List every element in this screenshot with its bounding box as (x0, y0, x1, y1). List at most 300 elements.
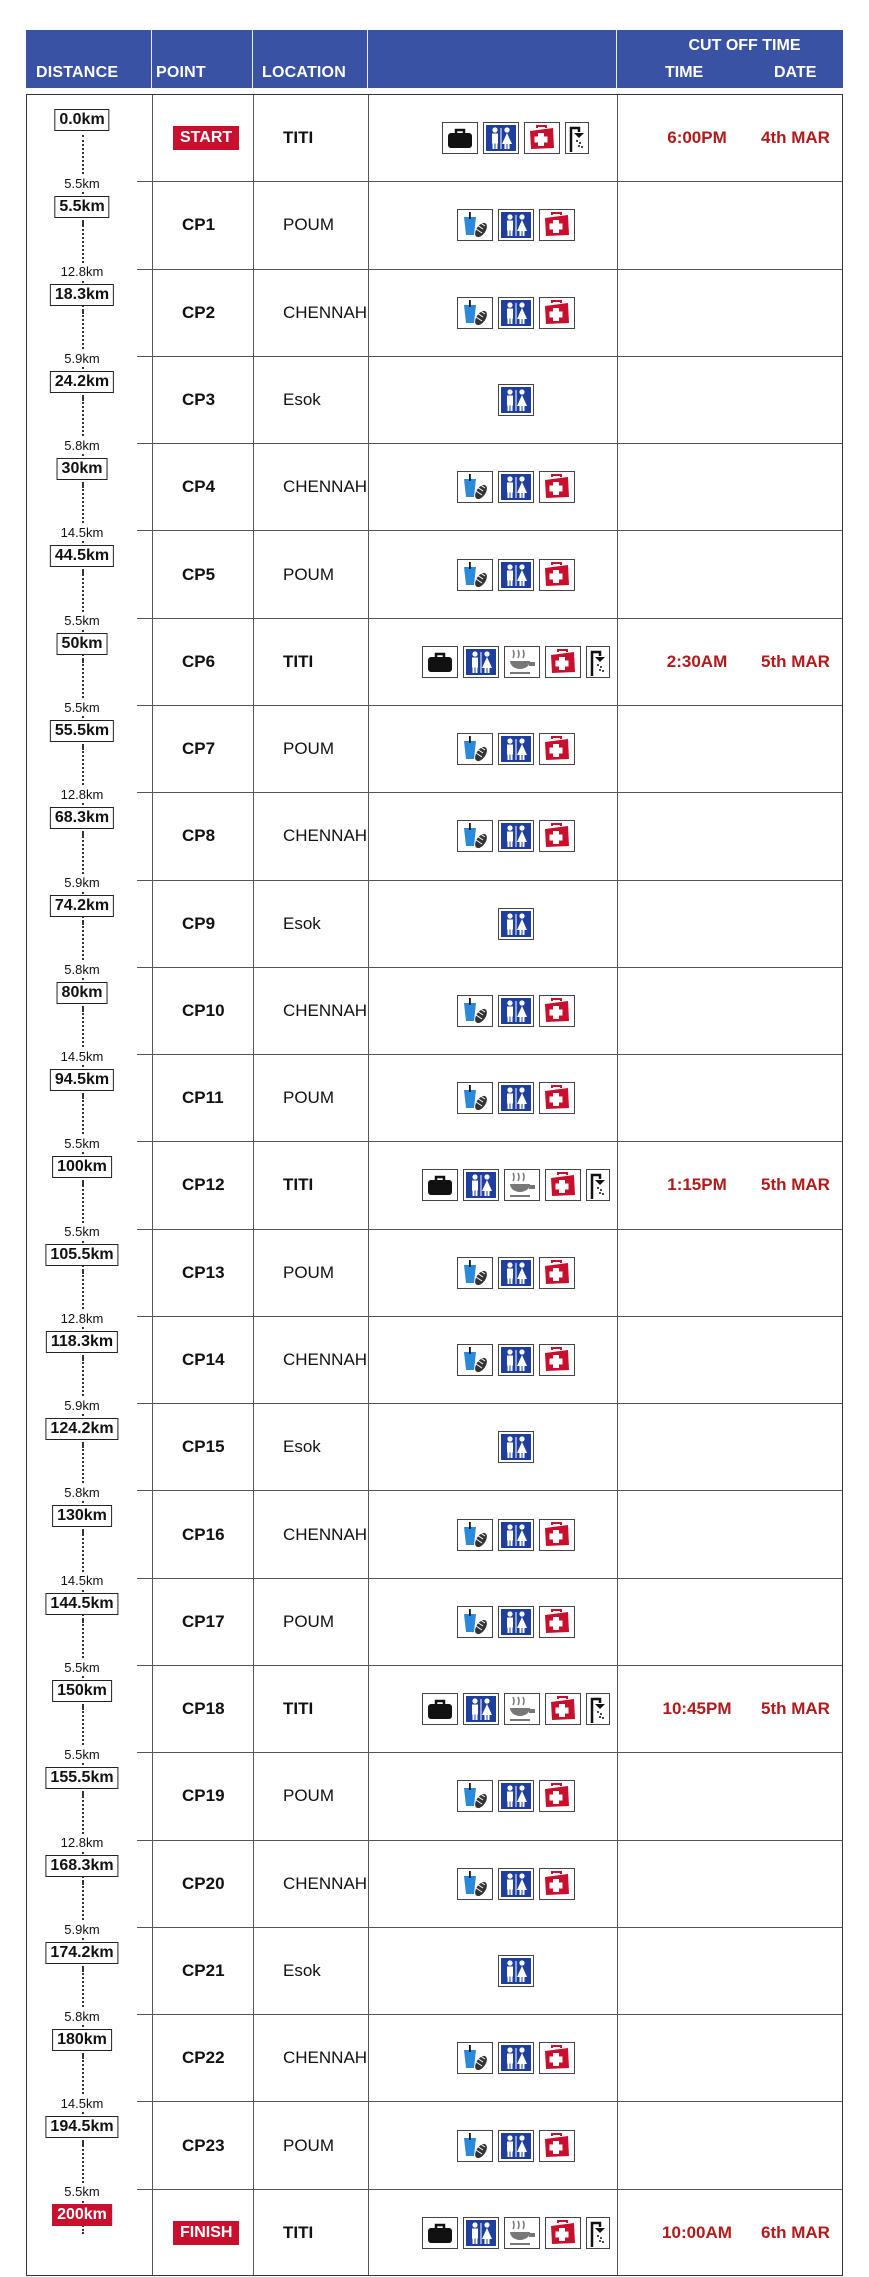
firstaid-icon (545, 2217, 581, 2249)
table-row (27, 968, 842, 1065)
cutoff-time: 1:15PM (667, 1175, 727, 1195)
location-label: TITI (283, 2223, 314, 2243)
distance-marker: 130km (52, 1505, 112, 1527)
distance-marker: 194.5km (45, 2116, 118, 2138)
food-icon (457, 995, 493, 1027)
table-row (27, 531, 842, 628)
distance-marker: 5.5km (54, 196, 109, 218)
cutoff-date (747, 357, 844, 443)
toilet-icon (483, 122, 519, 154)
header-location: LOCATION (262, 64, 346, 81)
cutoff-date (747, 2015, 844, 2101)
segment-distance: 5.9km (27, 351, 137, 366)
table-row (27, 1491, 842, 1588)
facility-icons (398, 1753, 633, 1839)
firstaid-icon (539, 820, 575, 852)
location-label: Esok (283, 389, 321, 409)
location-label: POUM (283, 1611, 334, 1631)
location-label: POUM (283, 1786, 334, 1806)
facility-icons (398, 182, 633, 268)
point-label: CP14 (182, 1350, 225, 1370)
bag-icon (422, 646, 458, 678)
facility-icons (398, 2102, 633, 2188)
cutoff-time (647, 706, 747, 792)
cutoff-date (747, 1579, 844, 1665)
distance-cell (27, 531, 137, 628)
firstaid-icon (539, 2130, 575, 2162)
cutoff-time (647, 1841, 747, 1927)
segment-distance: 14.5km (27, 525, 137, 540)
cutoff-time (647, 968, 747, 1054)
cutoff-time: 6:00PM (667, 128, 727, 148)
shower-icon (586, 1693, 610, 1725)
shower-icon (565, 122, 589, 154)
cutoff-table (26, 30, 843, 2276)
facility-icons (398, 619, 633, 705)
bag-icon (422, 2217, 458, 2249)
cutoff-time (647, 444, 747, 530)
location-label: CHENNAH (283, 1000, 368, 1020)
location-label: POUM (283, 1262, 334, 1282)
cutoff-date (747, 1753, 844, 1839)
food-icon (457, 1606, 493, 1638)
distance-cell (27, 1491, 137, 1588)
toilet-icon (463, 1169, 499, 1201)
location-label: POUM (283, 215, 334, 235)
toilet-icon (498, 209, 534, 241)
segment-distance: 5.5km (27, 700, 137, 715)
table-row (27, 1928, 842, 2025)
firstaid-icon (539, 297, 575, 329)
distance-cell (27, 2190, 137, 2277)
distance-marker: 80km (57, 982, 108, 1004)
facility-icons (398, 1666, 633, 1752)
facility-icons (398, 1055, 633, 1141)
firstaid-icon (545, 646, 581, 678)
location-label: CHENNAH (283, 826, 368, 846)
cutoff-time (647, 1317, 747, 1403)
cutoff-date: 5th MAR (761, 651, 830, 671)
distance-marker: 55.5km (50, 720, 114, 742)
toilet-icon (498, 559, 534, 591)
distance-cell (27, 1404, 137, 1501)
firstaid-icon (539, 1606, 575, 1638)
cutoff-date (747, 444, 844, 530)
toilet-icon (498, 1344, 534, 1376)
distance-cell (27, 968, 137, 1065)
cutoff-time (647, 2015, 747, 2101)
location-label: TITI (283, 128, 314, 148)
segment-distance: 5.8km (27, 1485, 137, 1500)
toilet-icon (498, 820, 534, 852)
distance-cell (27, 357, 137, 454)
facility-icons (398, 1928, 633, 2014)
food-icon (457, 2130, 493, 2162)
shower-icon (586, 1169, 610, 1201)
table-row (27, 182, 842, 279)
segment-distance: 12.8km (27, 264, 137, 279)
point-label: CP4 (182, 477, 216, 497)
distance-cell (27, 619, 137, 715)
location-label: Esok (283, 913, 321, 933)
cutoff-time (647, 881, 747, 967)
meal-icon (504, 1693, 540, 1725)
header-distance: DISTANCE (36, 64, 119, 81)
cutoff-time (647, 1404, 747, 1490)
table-row (27, 1055, 842, 1152)
distance-cell (27, 1666, 137, 1763)
cutoff-date (747, 1491, 844, 1577)
facility-icons (398, 1841, 633, 1927)
cutoff-time (647, 531, 747, 617)
food-icon (457, 2042, 493, 2074)
location-label: TITI (283, 1175, 314, 1195)
firstaid-icon (539, 209, 575, 241)
segment-distance: 5.5km (27, 1747, 137, 1762)
header-date: DATE (774, 64, 817, 81)
table-row (27, 2190, 842, 2277)
toilet-icon (498, 2042, 534, 2074)
point-label: CP9 (182, 913, 216, 933)
cutoff-date: 5th MAR (761, 1699, 830, 1719)
location-label: CHENNAH (283, 1873, 368, 1893)
distance-cell (27, 1317, 137, 1414)
segment-distance: 5.8km (27, 438, 137, 453)
food-icon (457, 209, 493, 241)
firstaid-icon (539, 1082, 575, 1114)
distance-marker: 68.3km (50, 807, 114, 829)
segment-distance: 5.9km (27, 1398, 137, 1413)
distance-cell (27, 95, 137, 192)
distance-cell (27, 793, 137, 890)
segment-distance: 5.5km (27, 1660, 137, 1675)
toilet-icon (498, 1082, 534, 1114)
location-label: CHENNAH (283, 2048, 368, 2068)
cutoff-date (747, 881, 844, 967)
bag-icon (422, 1169, 458, 1201)
point-label: CP17 (182, 1611, 225, 1631)
table-row (27, 95, 842, 192)
facility-icons (398, 444, 633, 530)
toilet-icon (498, 1955, 534, 1987)
cutoff-time (647, 2102, 747, 2188)
point-label: CP7 (182, 739, 216, 759)
cutoff-date (747, 1928, 844, 2014)
firstaid-icon (539, 559, 575, 591)
cutoff-date (747, 706, 844, 792)
toilet-icon (498, 1606, 534, 1638)
location-label: CHENNAH (283, 1524, 368, 1544)
distance-marker: 150km (52, 1680, 112, 1702)
segment-distance: 5.9km (27, 1922, 137, 1937)
cutoff-time (647, 1928, 747, 2014)
cutoff-date (747, 270, 844, 356)
point-label: CP6 (182, 651, 216, 671)
toilet-icon (463, 646, 499, 678)
toilet-icon (498, 1780, 534, 1812)
table-row (27, 1317, 842, 1414)
distance-marker: 180km (52, 2029, 112, 2051)
distance-marker: 24.2km (50, 371, 114, 393)
food-icon (457, 1344, 493, 1376)
segment-distance: 14.5km (27, 2096, 137, 2111)
firstaid-icon (539, 733, 575, 765)
point-label: CP1 (182, 215, 216, 235)
toilet-icon (498, 1519, 534, 1551)
distance-cell (27, 182, 137, 279)
facility-icons (398, 95, 633, 181)
food-icon (457, 1257, 493, 1289)
food-icon (457, 297, 493, 329)
location-label: CHENNAH (283, 477, 368, 497)
cutoff-time: 2:30AM (666, 651, 728, 671)
facility-icons (398, 793, 633, 879)
point-label: CP20 (182, 1873, 225, 1893)
facility-icons (398, 1404, 633, 1490)
distance-marker: 124.2km (45, 1418, 118, 1440)
table-row (27, 1841, 842, 1937)
table-row (27, 1666, 842, 1763)
food-icon (457, 820, 493, 852)
distance-cell (27, 1055, 137, 1152)
point-label: CP19 (182, 1786, 225, 1806)
distance-marker: 50km (57, 633, 108, 655)
facility-icons (398, 270, 633, 356)
table-row (27, 619, 842, 715)
cutoff-time (647, 793, 747, 879)
cutoff-date (747, 531, 844, 617)
distance-cell (27, 1753, 137, 1850)
facility-icons (398, 1579, 633, 1665)
toilet-icon (498, 1868, 534, 1900)
facility-icons (398, 968, 633, 1054)
toilet-icon (498, 908, 534, 940)
distance-cell (27, 1841, 137, 1937)
firstaid-icon (539, 1868, 575, 1900)
distance-marker: 44.5km (50, 545, 114, 567)
toilet-icon (498, 733, 534, 765)
table-row (27, 881, 842, 977)
firstaid-icon (545, 1693, 581, 1725)
firstaid-icon (539, 1780, 575, 1812)
point-label: CP12 (182, 1175, 225, 1195)
cutoff-date: 5th MAR (761, 1175, 830, 1195)
cutoff-date (747, 1404, 844, 1490)
point-label: CP8 (182, 826, 216, 846)
distance-cell (27, 1142, 137, 1239)
point-label: CP11 (182, 1088, 224, 1108)
distance-cell (27, 1928, 137, 2025)
distance-cell (27, 1579, 137, 1676)
cutoff-time (647, 1491, 747, 1577)
toilet-icon (498, 1431, 534, 1463)
distance-marker: 105.5km (45, 1244, 118, 1266)
facility-icons (398, 881, 633, 967)
location-label: TITI (283, 1699, 314, 1719)
segment-distance: 14.5km (27, 1049, 137, 1064)
distance-marker: 30km (57, 458, 108, 480)
cutoff-time (647, 182, 747, 268)
segment-distance: 5.5km (27, 2184, 137, 2199)
table-row (27, 1753, 842, 1850)
header-time: TIME (665, 64, 704, 81)
point-label: CP15 (182, 1437, 225, 1457)
table-row (27, 706, 842, 803)
cutoff-date (747, 1841, 844, 1927)
facility-icons (398, 357, 633, 443)
shower-icon (586, 2217, 610, 2249)
segment-distance: 14.5km (27, 1573, 137, 1588)
toilet-icon (498, 1257, 534, 1289)
cutoff-time (647, 1753, 747, 1839)
distance-cell (27, 2015, 137, 2112)
distance-cell (27, 1230, 137, 1326)
table-row (27, 357, 842, 454)
food-icon (457, 559, 493, 591)
toilet-icon (498, 384, 534, 416)
location-label: POUM (283, 564, 334, 584)
food-icon (457, 1868, 493, 1900)
point-label: CP22 (182, 2048, 225, 2068)
food-icon (457, 471, 493, 503)
point-label: CP3 (182, 389, 216, 409)
toilet-icon (498, 471, 534, 503)
distance-marker: 174.2km (45, 1942, 118, 1964)
cutoff-date (747, 793, 844, 879)
cutoff-date (747, 968, 844, 1054)
cutoff-time (647, 1579, 747, 1665)
distance-marker: 118.3km (46, 1331, 118, 1353)
firstaid-icon (539, 1257, 575, 1289)
header-cut-off: CUT OFF TIME (688, 37, 801, 54)
bag-icon (442, 122, 478, 154)
point-label: FINISH (173, 2190, 239, 2277)
meal-icon (504, 1169, 540, 1201)
cutoff-time (647, 357, 747, 443)
cutoff-time (647, 1055, 747, 1141)
table-row (27, 1404, 842, 1501)
table-row (27, 1230, 842, 1326)
food-icon (457, 1780, 493, 1812)
cutoff-date: 4th MAR (761, 128, 830, 148)
facility-icons (398, 1317, 633, 1403)
location-label: Esok (283, 1437, 321, 1457)
cutoff-time (647, 270, 747, 356)
food-icon (457, 1519, 493, 1551)
distance-marker: 18.3km (50, 284, 114, 306)
facility-icons (398, 1491, 633, 1577)
distance-marker: 144.5km (45, 1593, 118, 1615)
distance-marker: 168.3km (45, 1855, 118, 1877)
toilet-icon (498, 2130, 534, 2162)
distance-cell (27, 270, 137, 366)
cutoff-date (747, 1230, 844, 1316)
facility-icons (398, 2015, 633, 2101)
cutoff-date (747, 2102, 844, 2188)
firstaid-icon (539, 2042, 575, 2074)
toilet-icon (498, 297, 534, 329)
segment-distance: 5.8km (27, 2009, 137, 2024)
location-label: POUM (283, 1088, 334, 1108)
cutoff-time (647, 1230, 747, 1316)
location-label: CHENNAH (283, 302, 368, 322)
facility-icons (398, 2190, 633, 2277)
distance-cell (27, 881, 137, 977)
firstaid-icon (539, 995, 575, 1027)
firstaid-icon (539, 1519, 575, 1551)
distance-cell (27, 706, 137, 803)
table-row (27, 793, 842, 890)
distance-marker: 0.0km (54, 109, 109, 131)
distance-marker: 94.5km (50, 1069, 114, 1091)
point-label: CP16 (182, 1524, 225, 1544)
point-label: CP10 (182, 1000, 225, 1020)
location-label: POUM (283, 739, 334, 759)
segment-distance: 12.8km (27, 1835, 137, 1850)
segment-distance: 5.8km (27, 962, 137, 977)
facility-icons (398, 1142, 633, 1228)
distance-marker: 200km (52, 2204, 112, 2226)
firstaid-icon (524, 122, 560, 154)
cutoff-time: 10:45PM (662, 1699, 732, 1719)
firstaid-icon (545, 1169, 581, 1201)
distance-cell (27, 444, 137, 541)
firstaid-icon (539, 471, 575, 503)
segment-distance: 5.9km (27, 875, 137, 890)
segment-distance: 5.5km (27, 613, 137, 628)
distance-cell (27, 2102, 137, 2199)
cutoff-time: 10:00AM (662, 2223, 732, 2243)
firstaid-icon (539, 1344, 575, 1376)
cutoff-date (747, 1317, 844, 1403)
table-row (27, 270, 842, 366)
location-label: CHENNAH (283, 1350, 368, 1370)
distance-marker: 100km (52, 1156, 112, 1178)
point-label: CP21 (182, 1961, 225, 1980)
location-label: Esok (283, 1961, 321, 1980)
point-label: CP13 (182, 1262, 225, 1282)
meal-icon (504, 2217, 540, 2249)
distance-marker: 74.2km (50, 895, 114, 917)
point-label: CP5 (182, 564, 216, 584)
point-label: CP2 (182, 302, 216, 322)
food-icon (457, 733, 493, 765)
location-label: TITI (283, 651, 314, 671)
segment-distance: 5.5km (27, 1224, 137, 1239)
segment-distance: 5.5km (27, 176, 137, 191)
table-row (27, 2102, 842, 2199)
point-label: CP23 (182, 2135, 225, 2155)
table-row (27, 1579, 842, 1676)
table-row (27, 1142, 842, 1239)
meal-icon (504, 646, 540, 678)
bag-icon (422, 1693, 458, 1725)
shower-icon (586, 646, 610, 678)
cutoff-date (747, 182, 844, 268)
table-body (26, 94, 843, 2276)
table-row (27, 2015, 842, 2112)
cutoff-date (747, 1055, 844, 1141)
toilet-icon (498, 995, 534, 1027)
segment-distance: 12.8km (27, 1311, 137, 1326)
table-row (27, 444, 842, 541)
distance-marker: 155.5km (45, 1767, 118, 1789)
segment-distance: 5.5km (27, 1136, 137, 1151)
point-label: START (173, 95, 239, 181)
segment-distance: 12.8km (27, 787, 137, 802)
toilet-icon (463, 2217, 499, 2249)
point-label: CP18 (182, 1699, 225, 1719)
